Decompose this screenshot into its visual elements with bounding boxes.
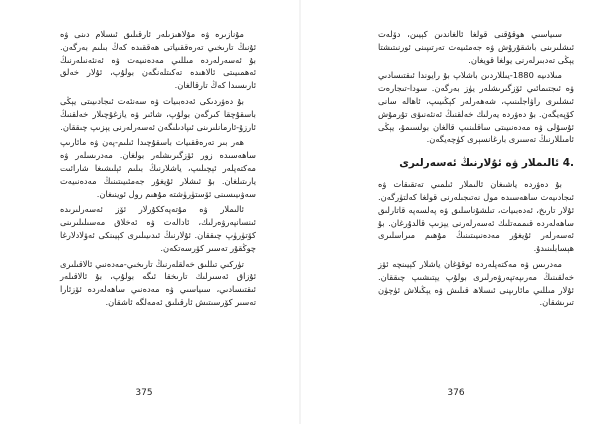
left-page-number: 375 <box>135 388 153 398</box>
right-paragraph-3: بۇ دەۋردە ياشىغان ئالىملار ئىلمىي تەتقىقات ۋە ئىجادىيەت ساھەسىدە مول نەتىجىلەرنى قولغا كەلتۈرگەن. ئۇلار تارىخ، ئەدەبىيات، تىلشۇناسلىق ۋە پەلسەپە قاتارلىق ساھەلەردە قىممەتلىك ئەسەرلەرنى يېزىپ قالدۇرغان. بۇ ئەسەرلەر ئۇيغۇر مەدەنىيىتىنىڭ مۇھىم مىراسلىرى ھېسابلىنىدۇ. <box>378 179 574 254</box>
section-heading-text: ئالىملار ۋە ئۇلارنىڭ ئەسەرلىرى <box>399 157 560 170</box>
left-paragraph-3: ھەر بىر تەرەققىيات باسقۇچىدا ئىلىم-پەن ۋە مائارىپ ساھەسىدە زور ئۆزگىرىشلەر بولغان. مەدرىسلەر ۋە مەكتەپلەر ئېچىلىپ، ياشلارنىڭ بىلىم ئېلىشىغا شارائىت يارىتىلغان. بۇ ئىشلار ئۇيغۇر جەمئىيىتىنىڭ مەدەنىيەت سەۋىيىسىنى ئۆستۈرۈشتە مۇھىم رول ئوينىغان. <box>60 137 256 199</box>
left-paragraph-5: تۈركىي تىللىق خەلقلەرنىڭ تارىخىي-مەدەنىي ئالاقىلىرى ئۇزاق ئەسىرلىك تارىخقا ئىگە بولۇپ، بۇ ئالاقىلەر ئىقتىسادىي، سىياسىي ۋە مەدەنىي ساھەلەردە ئۆزئارا تەسىر كۆرسىتىش ئارقىلىق ئەمەلگە ئاشقان. <box>60 258 256 307</box>
left-paragraph-4: ئالىملار ۋە مۇتەپەككۇرلار ئۆز ئەسەرلىرىدە ئىنسانپەرۋەرلىك، ئادالەت ۋە ئەخلاق مەسىلىلىرىنى كۆتۈرۈپ چىققان. ئۇلارنىڭ ئىدىيىلىرى كېيىنكى ئەۋلادلارغا چوڭقۇر تەسىر كۆرسەتكەن. <box>60 204 256 253</box>
section-heading-number: 4. <box>562 157 574 170</box>
right-paragraph-2: مىلادىيە 1880-يىللاردىن باشلاپ بۇ رايوندا ئىقتىسادىي ۋە ئىجتىمائىي ئۆزگىرىشلەر يۈز بەرگەن. سودا-تىجارەت ئىشلىرى راۋاجلىنىپ، شەھەرلەر كېڭىيىپ، ئاھالە سانى كۆپەيگەن. بۇ دەۋردە يەرلىك خەلقنىڭ ئەنئەنىۋى تۇرمۇش ئۇسۇلى ۋە مەدەنىيىتى ساقلىنىپ قالغان بولسىمۇ، يېڭى ئامىللارنىڭ تەسىرى بارغانسېرى كۈچەيگەن. <box>378 70 574 145</box>
right-page <box>300 0 600 424</box>
right-paragraph-4: مەدرىس ۋە مەكتەپلەردە ئوقۇغان ياشلار كېيىنچە ئۆز خەلقىنىڭ مەرىپەتپەرۋەرلىرى بولۇپ يېتىشىپ چىققان. ئۇلار مىللىي مائارىپنى ئىسلاھ قىلىش ۋە يېڭىلاش ئۈچۈن تىرىشقان. <box>378 258 574 308</box>
left-paragraph-2: بۇ دەۋردىكى ئەدەبىيات ۋە سەنئەت ئىجادىيىتى يېڭى باسقۇچقا كىرگەن بولۇپ، شائىر ۋە يازغۇچىلار خەلقنىڭ ئارزۇ-ئارمانلىرىنى ئىپادىلىگەن ئەسەرلەرنى يېزىپ چىققان. <box>60 95 256 132</box>
right-paragraph-1: سىياسىي ھوقۇقنى قولغا ئالغاندىن كېيىن، دۆلەت ئىشلىرىنى باشقۇرۇش ۋە جەمئىيەت تەرتىپىنى ئورنىتىشتا يېڭى تەدبىرلەرنى يولغا قويغان. <box>378 29 574 65</box>
right-text-column <box>378 28 574 309</box>
section-heading <box>378 156 574 170</box>
left-text-column <box>60 28 256 309</box>
right-page-number: 376 <box>447 388 465 398</box>
left-paragraph-1: مۇنازىرە ۋە مۇلاھىزىلەر ئارقىلىق ئىسلام دىنى ۋە ئۇنىڭ تارىخىي تەرەققىياتى ھەققىدە كەڭ بىلىم بەرگەن. بۇ ئەسەرلەردە مىللىي مەدەنىيەت ۋە ئەنئەنىلەرنىڭ ئەھمىيىتى ئالاھىدە تەكىتلەنگەن بولۇپ، ئۇلار خەلق ئارىسىدا كەڭ تارقالغان. <box>60 29 256 91</box>
